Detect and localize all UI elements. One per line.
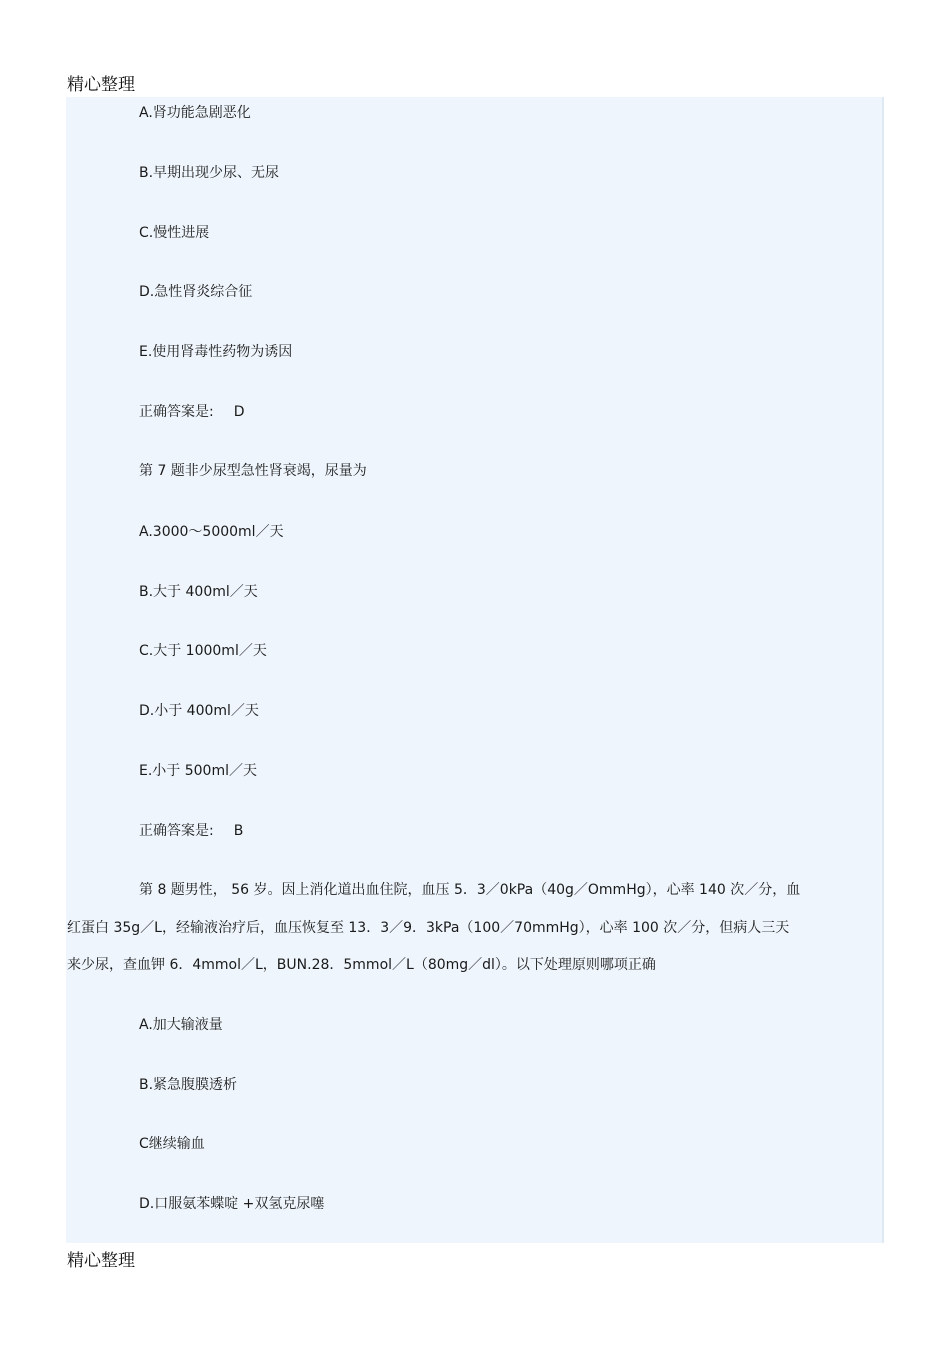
q8-text-line-1: 第 8 题男性， 56 岁。因上消化道出血住院，血压 5．3／0kPa（40g／OmmHg），心率 140 次／分，血 [139,882,801,898]
q6-option-c: C.慢性进展 [139,225,210,241]
content-panel [66,97,884,1243]
q8-option-d: D.口服氨苯蝶啶 +双氢克尿噻 [139,1196,325,1212]
q6-answer [139,403,245,421]
q8-text-line-2: 红蛋白 35g／L，经输液治疗后，血压恢复至 13．3／9．3kPa（100／70mmHg），心率 100 次／分，但病人三天 [67,920,790,936]
q6-option-e: E.使用肾毒性药物为诱因 [139,344,293,360]
q8-option-b: B.紧急腹膜透析 [139,1077,238,1093]
q6-option-b: B.早期出现少尿、无尿 [139,165,280,181]
page-footer: 精心整理 [67,1251,135,1271]
q6-answer-value: D [233,404,245,420]
page-header: 精心整理 [67,75,135,95]
q6-option-d: D.急性肾炎综合征 [139,284,253,300]
q7-answer-label: 正确答案是: [139,823,214,839]
q7-option-b: B.大于 400ml／天 [139,584,258,600]
q7-option-e: E.小于 500ml／天 [139,763,257,779]
q8-option-c: C继续输血 [139,1136,205,1152]
q6-option-a: A.肾功能急剧恶化 [139,105,251,121]
q7-answer-value: B [233,823,244,839]
q7-title: 第 7 题非少尿型急性肾衰竭，尿量为 [139,463,367,479]
q8-option-a: A.加大输液量 [139,1017,223,1033]
q7-answer [139,822,243,840]
q8-text-line-3: 来少尿，查血钾 6．4mmol／L，BUN.28．5mmol／L（80mg／dl）。以下处理原则哪项正确 [67,957,656,973]
q7-option-a: A.3000～5000ml／天 [139,524,284,540]
q7-option-c: C.大于 1000ml／天 [139,643,267,659]
q7-option-d: D.小于 400ml／天 [139,703,259,719]
q6-answer-label: 正确答案是: [139,404,214,420]
